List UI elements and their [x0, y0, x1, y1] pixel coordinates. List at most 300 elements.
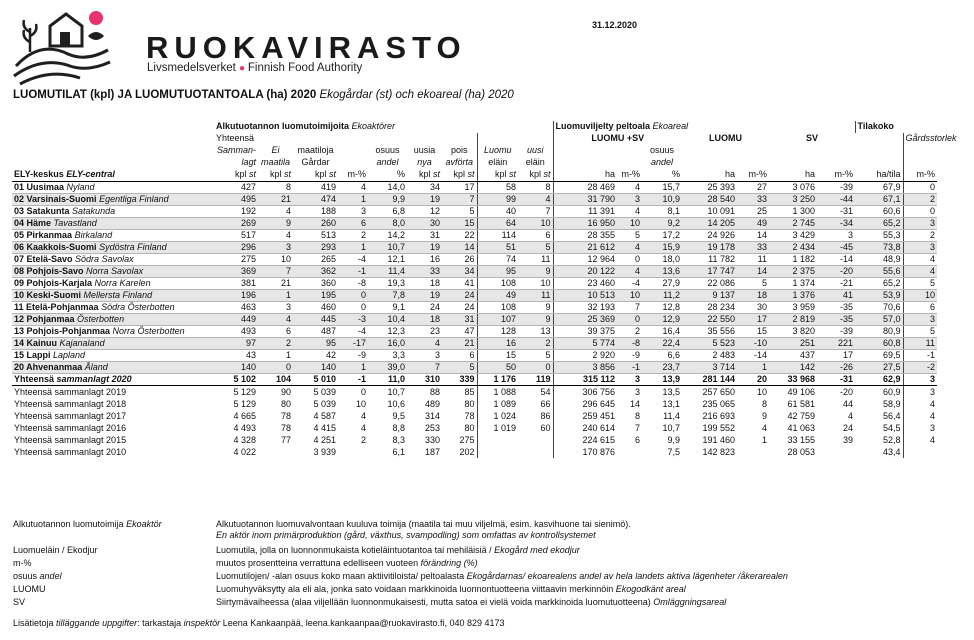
- value-cell: 24: [442, 302, 477, 314]
- value-cell: 23: [407, 326, 442, 338]
- value-cell: 19: [407, 290, 442, 302]
- value-cell: 142: [769, 362, 817, 374]
- farm-landscape-logo-icon: [10, 6, 114, 86]
- value-cell: 41 063: [787, 423, 815, 433]
- value-cell: 12: [407, 206, 442, 218]
- value-cell: 15: [442, 218, 477, 230]
- value-cell: 8,1: [642, 206, 682, 218]
- value-cell: 6: [903, 302, 937, 314]
- value-cell: 0: [903, 182, 937, 194]
- value-cell: 3 076: [769, 182, 817, 194]
- value-cell: 216 693: [702, 411, 735, 421]
- value-cell: 9: [518, 302, 553, 314]
- value-cell: 14: [442, 242, 477, 254]
- value-cell: 1: [737, 362, 769, 374]
- value-cell: 1: [338, 194, 368, 206]
- value-cell: 90: [280, 387, 291, 397]
- value-cell: 202: [459, 447, 475, 457]
- history-row: [12, 422, 959, 434]
- value-cell: 21 612: [553, 242, 617, 254]
- total-value-cell: 281 144: [682, 374, 737, 386]
- unit-header: kpl st: [407, 169, 442, 182]
- value-cell: 20 122: [553, 266, 617, 278]
- legend-desc-luomuelain: Luomutila, jolla on luonnonmukaista kotieläintuotantoa tai mehiläisiä / Ekogård med ekodjur: [216, 545, 580, 555]
- value-cell: 8,3: [392, 435, 405, 445]
- value-cell: 6: [338, 218, 368, 230]
- table-row: [12, 302, 959, 314]
- value-cell: 10: [756, 387, 767, 397]
- value-cell: 1 019: [477, 422, 518, 434]
- value-cell: -4: [617, 278, 642, 290]
- group-farmsize-header: Tilakoko: [855, 121, 937, 133]
- value-cell: 5: [903, 278, 937, 290]
- value-cell: 10: [518, 218, 553, 230]
- value-cell: 85: [464, 387, 475, 397]
- value-cell: 19: [407, 242, 442, 254]
- value-cell: 108: [477, 302, 518, 314]
- unit-header: kpl st: [518, 169, 553, 182]
- legend-term-luomu: LUOMU: [13, 584, 46, 594]
- value-cell: 34: [442, 266, 477, 278]
- value-cell: 474: [293, 194, 338, 206]
- value-cell: 58: [477, 182, 518, 194]
- value-cell: 17: [737, 314, 769, 326]
- value-cell: 54: [540, 387, 551, 397]
- value-cell: 28 053: [787, 447, 815, 457]
- value-cell: 22 086: [682, 278, 737, 290]
- value-cell: 35 556: [682, 326, 737, 338]
- table-row: [12, 290, 959, 302]
- value-cell: 11: [518, 290, 553, 302]
- total-value-cell: -31: [817, 374, 855, 386]
- value-cell: [338, 446, 368, 458]
- value-cell: 11: [903, 338, 937, 350]
- value-cell: 427: [214, 182, 258, 194]
- region-name: 13 Pohjois-Pohjanmaa Norra Österbotten: [12, 326, 214, 338]
- value-cell: 80: [464, 423, 475, 433]
- value-cell: 22,4: [642, 338, 682, 350]
- value-cell: -34: [817, 218, 855, 230]
- value-cell: 15: [737, 326, 769, 338]
- region-name: 04 Häme Tavastland: [12, 218, 214, 230]
- legend-desc-sv: Siirtymävaiheessa (alaa viljellään luonnonmukaisesti, mutta satoa ei vielä voida markkinoida luomutuotteena) Omläggningsareal: [216, 597, 727, 607]
- value-cell: 260: [293, 218, 338, 230]
- value-cell: 140: [293, 362, 338, 374]
- value-cell: 60,8: [855, 338, 903, 350]
- value-cell: 4: [258, 230, 293, 242]
- value-cell: 6: [634, 435, 640, 445]
- value-cell: 11 782: [682, 254, 737, 266]
- value-cell: 330: [424, 435, 440, 445]
- value-cell: 1: [258, 290, 293, 302]
- value-cell: 296 645: [553, 398, 617, 410]
- value-cell: [477, 434, 518, 446]
- value-cell: 49: [737, 218, 769, 230]
- value-cell: -35: [817, 314, 855, 326]
- value-cell: 47: [442, 326, 477, 338]
- value-cell: 10,7: [662, 423, 680, 433]
- value-cell: 275: [214, 254, 258, 266]
- footer-contact: Lisätietoja tilläggande uppgifter: tarkastaja inspektör Leena Kankaanpää, leena.kankaanpaa@ruokavirasto.fi, 040 829 4173: [13, 618, 505, 628]
- region-name: 01 Uusimaa Nyland: [12, 182, 214, 194]
- value-cell: 30: [407, 218, 442, 230]
- value-cell: 25 393: [682, 182, 737, 194]
- region-name: 07 Etelä-Savo Södra Savolax: [12, 254, 214, 266]
- total-value-cell: 339: [442, 374, 477, 386]
- value-cell: 41: [442, 278, 477, 290]
- value-cell: 18: [737, 290, 769, 302]
- value-cell: 33: [737, 242, 769, 254]
- value-cell: 10 513: [553, 290, 617, 302]
- value-cell: 6: [442, 350, 477, 362]
- value-cell: [258, 446, 293, 458]
- value-cell: 493: [214, 326, 258, 338]
- value-cell: 3 250: [769, 194, 817, 206]
- value-cell: 24: [442, 290, 477, 302]
- value-cell: 4: [617, 266, 642, 278]
- value-cell: 114: [477, 230, 518, 242]
- value-cell: 25 369: [553, 314, 617, 326]
- unit-header: ha: [682, 169, 737, 182]
- value-cell: 1 089: [477, 398, 518, 410]
- value-cell: 1: [338, 242, 368, 254]
- value-cell: 2: [360, 435, 366, 445]
- total-label: Yhteensä sammanlagt 2020: [12, 374, 214, 386]
- value-cell: 3 959: [769, 302, 817, 314]
- value-cell: 22 550: [682, 314, 737, 326]
- brand-subtitle-sv: Livsmedelsverket: [147, 62, 236, 74]
- value-cell: 56,4: [882, 411, 901, 421]
- value-cell: 18: [407, 314, 442, 326]
- value-cell: -14: [737, 350, 769, 362]
- value-cell: 259 451: [553, 410, 617, 422]
- value-cell: 11 391: [553, 206, 617, 218]
- unit-header: m-%: [737, 169, 769, 182]
- value-cell: 21: [258, 194, 293, 206]
- header-sv: SV: [805, 133, 818, 143]
- value-cell: 7: [258, 266, 293, 278]
- value-cell: 53,9: [855, 290, 903, 302]
- value-cell: 4: [761, 423, 767, 433]
- value-cell: 21: [258, 278, 293, 290]
- value-cell: 50: [477, 362, 518, 374]
- value-cell: 17 747: [682, 266, 737, 278]
- brand-name: RUOKAVIRASTO: [146, 30, 467, 65]
- report-title: [13, 89, 514, 101]
- value-cell: 26: [442, 254, 477, 266]
- legend-term-sv: SV: [13, 597, 26, 607]
- value-cell: 0: [338, 290, 368, 302]
- value-cell: 97: [214, 338, 258, 350]
- value-cell: 187: [424, 447, 440, 457]
- value-cell: 4: [518, 194, 553, 206]
- value-cell: 10: [518, 278, 553, 290]
- value-cell: 4: [903, 434, 937, 446]
- value-cell: 4: [903, 398, 937, 410]
- table-row: [12, 326, 959, 338]
- value-cell: 2 745: [769, 218, 817, 230]
- total-value-cell: 20: [737, 374, 769, 386]
- value-cell: 8,8: [392, 423, 405, 433]
- value-cell: [518, 434, 553, 446]
- report-title-fi: LUOMUTILAT (kpl) JA LUOMUTUOTANTOALA (ha) 2020: [13, 89, 317, 101]
- value-cell: 54,5: [882, 423, 901, 433]
- units-row: [12, 169, 959, 182]
- region-name: 02 Varsinais-Suomi Egentliga Finland: [12, 194, 214, 206]
- history-label: Yhteensä sammanlagt 2018: [14, 399, 127, 409]
- value-cell: 17,2: [642, 230, 682, 242]
- value-cell: 13: [518, 326, 553, 338]
- value-cell: 3: [407, 350, 442, 362]
- value-cell: 445: [293, 314, 338, 326]
- value-cell: [737, 446, 769, 458]
- unit-header: kpl st: [293, 169, 338, 182]
- value-cell: 10 091: [682, 206, 737, 218]
- value-cell: 6,6: [642, 350, 682, 362]
- value-cell: 4: [360, 411, 366, 421]
- value-cell: 78: [280, 423, 291, 433]
- value-cell: 513: [293, 230, 338, 242]
- value-cell: 10: [355, 399, 366, 409]
- value-cell: 5: [737, 278, 769, 290]
- value-cell: -21: [817, 278, 855, 290]
- total-value-cell: 315 112: [553, 374, 617, 386]
- value-cell: 43: [214, 350, 258, 362]
- report-title-sv: Ekogårdar (st) och ekoareal (ha) 2020: [319, 89, 514, 101]
- statistics-table: [12, 121, 959, 458]
- value-cell: 8: [258, 182, 293, 194]
- value-cell: 23 460: [553, 278, 617, 290]
- table-row: [12, 206, 959, 218]
- value-cell: [477, 446, 518, 458]
- table-row: [12, 266, 959, 278]
- value-cell: 12,9: [642, 314, 682, 326]
- value-cell: 5: [518, 350, 553, 362]
- value-cell: 5 039: [313, 399, 336, 409]
- value-cell: 4 251: [313, 435, 336, 445]
- value-cell: 3: [903, 314, 937, 326]
- value-cell: 55,6: [855, 266, 903, 278]
- value-cell: 9: [518, 314, 553, 326]
- value-cell: 19: [407, 194, 442, 206]
- total-value-cell: 62,9: [855, 374, 903, 386]
- value-cell: 95: [293, 338, 338, 350]
- value-cell: 42 759: [787, 411, 815, 421]
- value-cell: 64: [477, 218, 518, 230]
- value-cell: 18,0: [642, 254, 682, 266]
- value-cell: 4: [617, 182, 642, 194]
- value-cell: 39: [842, 435, 853, 445]
- table-row: [12, 362, 959, 374]
- value-cell: 15,9: [642, 242, 682, 254]
- value-cell: 9: [761, 411, 767, 421]
- value-cell: 463: [214, 302, 258, 314]
- value-cell: 2 434: [769, 242, 817, 254]
- region-col-header: ELY-keskus ELY-central: [12, 169, 214, 182]
- value-cell: -3: [338, 314, 368, 326]
- value-cell: 128: [477, 326, 518, 338]
- value-cell: 13,1: [662, 399, 680, 409]
- value-cell: 27,9: [642, 278, 682, 290]
- value-cell: 4 415: [313, 423, 336, 433]
- value-cell: 235 065: [702, 399, 735, 409]
- total-value-cell: 1 176: [477, 374, 518, 386]
- value-cell: 8: [761, 399, 767, 409]
- table-row: [12, 194, 959, 206]
- total-value-cell: 5 102: [214, 374, 258, 386]
- total-value-cell: 5 010: [293, 374, 338, 386]
- unit-header: kpl st: [477, 169, 518, 182]
- region-name: 20 Ahvenanmaa Åland: [12, 362, 214, 374]
- value-cell: 14: [629, 399, 640, 409]
- value-cell: 3 820: [769, 326, 817, 338]
- value-cell: 22: [442, 230, 477, 242]
- value-cell: 4: [903, 254, 937, 266]
- value-cell: 80: [464, 399, 475, 409]
- region-name: 03 Satakunta Satakunda: [12, 206, 214, 218]
- value-cell: 13,5: [662, 387, 680, 397]
- value-cell: 0: [903, 206, 937, 218]
- value-cell: 16,0: [368, 338, 407, 350]
- value-cell: 5 523: [682, 338, 737, 350]
- value-cell: 88: [429, 387, 440, 397]
- value-cell: 437: [769, 350, 817, 362]
- value-cell: -8: [338, 278, 368, 290]
- value-cell: -4: [338, 254, 368, 266]
- value-cell: 31 790: [553, 194, 617, 206]
- value-cell: 13,6: [642, 266, 682, 278]
- value-cell: 1 376: [769, 290, 817, 302]
- brand-dot-icon: ●: [239, 63, 248, 74]
- value-cell: 11: [518, 254, 553, 266]
- value-cell: 7: [518, 206, 553, 218]
- value-cell: [617, 446, 642, 458]
- value-cell: 4: [407, 338, 442, 350]
- legend-desc-ekoaktor-sv: En aktör inom primärproduktion (gård, växthus, svampodling) som omfattas av kontrollsystemet: [216, 530, 596, 540]
- value-cell: 4: [617, 206, 642, 218]
- value-cell: 4 022: [233, 447, 256, 457]
- history-row: [12, 398, 959, 410]
- value-cell: 196: [214, 290, 258, 302]
- value-cell: -9: [338, 350, 368, 362]
- value-cell: 27,5: [855, 362, 903, 374]
- brand-subtitle: [147, 62, 362, 74]
- value-cell: 23,7: [642, 362, 682, 374]
- value-cell: 0: [338, 302, 368, 314]
- value-cell: 487: [293, 326, 338, 338]
- value-cell: -45: [817, 242, 855, 254]
- value-cell: -39: [817, 326, 855, 338]
- value-cell: 14: [737, 266, 769, 278]
- value-cell: 24: [407, 302, 442, 314]
- value-cell: -39: [817, 182, 855, 194]
- value-cell: 99: [477, 194, 518, 206]
- region-name: 10 Keski-Suomi Mellersta Finland: [12, 290, 214, 302]
- unit-header: kpl st: [442, 169, 477, 182]
- value-cell: 9,2: [642, 218, 682, 230]
- value-cell: 142 823: [702, 447, 735, 457]
- value-cell: 9: [518, 266, 553, 278]
- value-cell: 195: [293, 290, 338, 302]
- value-cell: 10: [258, 254, 293, 266]
- total-value-cell: -1: [338, 374, 368, 386]
- value-cell: 10,9: [642, 194, 682, 206]
- value-cell: 2 375: [769, 266, 817, 278]
- value-cell: -9: [617, 350, 642, 362]
- value-cell: 12,1: [368, 254, 407, 266]
- value-cell: 10,7: [387, 387, 405, 397]
- value-cell: 10,7: [368, 242, 407, 254]
- table-row: [12, 230, 959, 242]
- value-cell: -17: [338, 338, 368, 350]
- value-cell: 44: [842, 399, 853, 409]
- value-cell: 192: [214, 206, 258, 218]
- legend-term-ekoaktor: Alkutuotannon luomutoimija Ekoaktör: [13, 519, 162, 529]
- value-cell: 10: [617, 290, 642, 302]
- value-cell: 7,8: [368, 290, 407, 302]
- table-row: [12, 350, 959, 362]
- value-cell: 3: [617, 194, 642, 206]
- group-area-header: Luomuviljelty peltoala Ekoareal: [553, 121, 817, 133]
- value-cell: 33: [407, 266, 442, 278]
- value-cell: 11,4: [663, 411, 680, 421]
- legend-desc-luomu: Luomuhyväksytty ala eli ala, jonka sato voidaan markkinoida luonnontuotteena viittaavin merkinnöin Ekogodkänt areal: [216, 584, 686, 594]
- value-cell: 3: [634, 387, 640, 397]
- table-row: [12, 338, 959, 350]
- total-value-cell: 11,0: [368, 374, 407, 386]
- value-cell: 251: [769, 338, 817, 350]
- value-cell: 0: [258, 362, 293, 374]
- value-cell: 4: [360, 423, 366, 433]
- value-cell: 1: [258, 350, 293, 362]
- value-cell: 41: [817, 290, 855, 302]
- value-cell: 8: [634, 411, 640, 421]
- value-cell: [903, 446, 937, 458]
- value-cell: 34: [407, 182, 442, 194]
- value-cell: 17: [817, 350, 855, 362]
- value-cell: -14: [817, 254, 855, 266]
- value-cell: 6: [518, 230, 553, 242]
- region-name: 12 Pohjanmaa Österbotten: [12, 314, 214, 326]
- value-cell: 224 615: [553, 434, 617, 446]
- value-cell: 5 129: [233, 387, 256, 397]
- value-cell: 67,9: [855, 182, 903, 194]
- value-cell: 3: [258, 302, 293, 314]
- value-cell: 4: [617, 242, 642, 254]
- value-cell: 4: [903, 266, 937, 278]
- unit-header: m-%: [903, 169, 937, 182]
- value-cell: 3 429: [769, 230, 817, 242]
- value-cell: 12,8: [642, 302, 682, 314]
- region-name: 14 Kainuu Kajanaland: [12, 338, 214, 350]
- legend-term-m-percent: m-%: [13, 558, 32, 568]
- value-cell: 221: [817, 338, 855, 350]
- value-cell: 6,8: [368, 206, 407, 218]
- header-yhteensa: Yhteensä: [216, 133, 255, 143]
- value-cell: 66: [540, 399, 551, 409]
- unit-header: ha: [769, 169, 817, 182]
- value-cell: 7: [442, 194, 477, 206]
- value-cell: 4: [847, 411, 853, 421]
- value-cell: 70,6: [855, 302, 903, 314]
- value-cell: 2 819: [769, 314, 817, 326]
- table-row: [12, 254, 959, 266]
- value-cell: 27: [737, 182, 769, 194]
- value-cell: -35: [817, 302, 855, 314]
- value-cell: 25: [737, 206, 769, 218]
- value-cell: 3: [903, 422, 937, 434]
- value-cell: 460: [293, 302, 338, 314]
